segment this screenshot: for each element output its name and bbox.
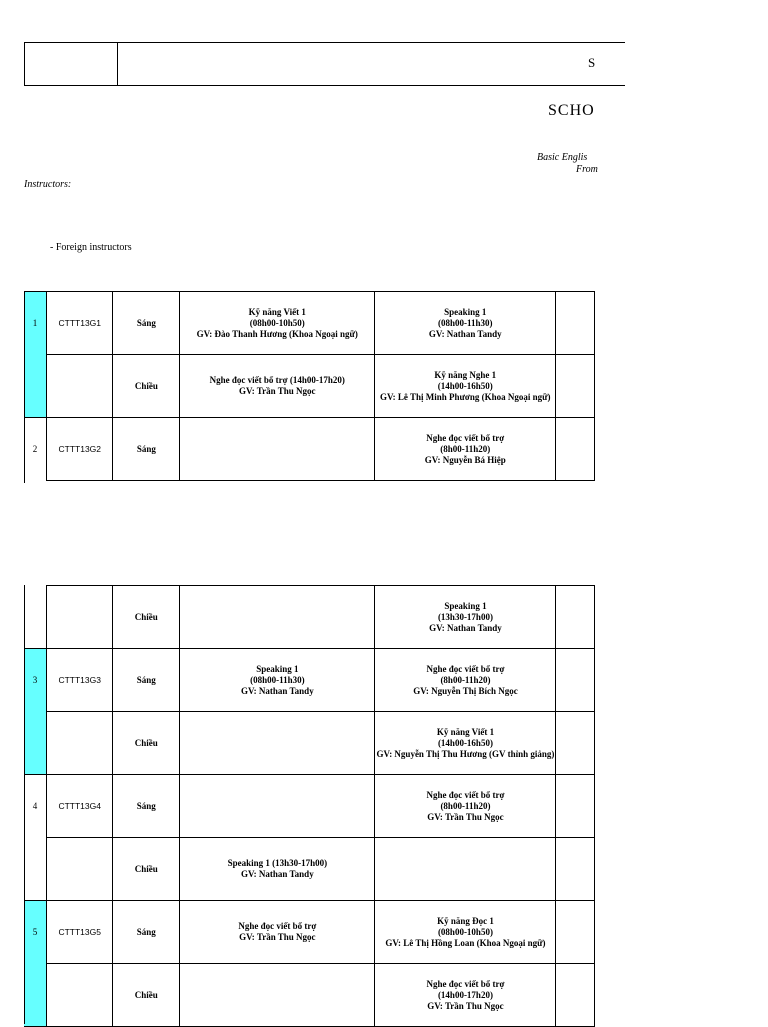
schedule-cell — [375, 649, 556, 712]
table-row — [24, 418, 595, 481]
school-title: SCHO — [548, 102, 595, 119]
row-number — [24, 838, 47, 901]
schedule-cell — [180, 418, 375, 481]
cell-line: (8h00-11h20) — [440, 674, 491, 685]
schedule-cell — [556, 292, 595, 355]
row-number: 5 — [24, 901, 47, 964]
row-number — [24, 712, 47, 775]
class-code — [47, 712, 113, 775]
table-row — [24, 292, 595, 355]
cell-line: (14h00-17h20) — [437, 989, 493, 1000]
session-label: Chiều — [113, 964, 180, 1027]
schedule-cell — [180, 838, 375, 901]
cell-line: Kỹ năng Viết 1 — [248, 306, 306, 317]
row-number — [24, 586, 47, 649]
header-box — [24, 42, 625, 86]
schedule-cell — [180, 901, 375, 964]
schedule-cell — [180, 712, 375, 775]
cell-line: (08h00-11h30) — [437, 317, 493, 328]
schedule-cell — [375, 775, 556, 838]
session-label: Chiều — [113, 586, 180, 649]
cell-line: Speaking 1 — [256, 663, 299, 674]
cell-line: (14h00-16h50) — [437, 737, 493, 748]
class-code: CTTT13G1 — [47, 292, 113, 355]
cell-line: GV: Nguyễn Bá Hiệp — [424, 454, 506, 465]
table-left-border — [24, 291, 25, 483]
session-label: Sáng — [113, 292, 180, 355]
schedule-cell — [556, 355, 595, 418]
cell-line: GV: Lê Thị Minh Phương (Khoa Ngoại ngữ) — [379, 391, 551, 402]
cell-line: Kỹ năng Viết 1 — [436, 726, 495, 737]
cell-line: GV: Trần Thu Ngọc — [239, 386, 316, 396]
schedule-cell — [180, 649, 375, 712]
class-code: CTTT13G2 — [47, 418, 113, 481]
schedule-cell — [556, 901, 595, 964]
table-left-border — [24, 585, 25, 1024]
instructors-label: Instructors: — [24, 179, 72, 190]
cell-line: (13h30-17h00) — [437, 611, 493, 622]
cell-line: GV: Nathan Tandy — [240, 685, 314, 696]
row-number: 3 — [24, 649, 47, 712]
cell-line: (08h00-10h50) — [249, 317, 305, 328]
schedule-cell — [180, 355, 375, 418]
schedule-cell — [556, 964, 595, 1027]
cell-line: (8h00-11h20) — [440, 443, 491, 454]
foreign-instructors-label: - Foreign instructors — [50, 242, 132, 253]
header-title-fragment: S — [588, 55, 596, 70]
date-subtitle: From — [576, 164, 598, 175]
schedule-cell — [556, 775, 595, 838]
cell-line: Nghe đọc viết bổ trợ — [426, 432, 505, 443]
schedule-cell — [556, 649, 595, 712]
schedule-table-1 — [24, 291, 595, 481]
class-code — [47, 355, 113, 418]
cell-line: GV: Nathan Tandy — [429, 622, 502, 633]
schedule-cell — [556, 586, 595, 649]
table-row — [24, 901, 595, 964]
schedule-cell — [180, 586, 375, 649]
cell-line: GV: Nathan Tandy — [428, 328, 502, 339]
cell-line: GV: Đào Thanh Hương (Khoa Ngoại ngữ) — [196, 328, 358, 339]
table-row — [24, 712, 595, 775]
schedule-cell — [375, 586, 556, 649]
schedule-cell — [180, 775, 375, 838]
cell-line: Speaking 1 — [444, 306, 487, 317]
cell-line: (08h00-10h50) — [437, 926, 493, 937]
session-label: Chiều — [113, 355, 180, 418]
session-label: Chiều — [113, 712, 180, 775]
class-code: CTTT13G3 — [47, 649, 113, 712]
class-code — [47, 964, 113, 1027]
class-code — [47, 838, 113, 901]
cell-line: Nghe đọc viết bổ trợ — [426, 978, 505, 989]
class-code: CTTT13G5 — [47, 901, 113, 964]
table-row — [24, 775, 595, 838]
cell-line: GV: Nguyễn Thị Thu Hương (GV thỉnh giảng) — [376, 748, 555, 759]
schedule-cell — [375, 712, 556, 775]
table-row — [24, 964, 595, 1027]
cell-line: Nghe đọc viết bổ trợ — [238, 921, 317, 931]
cell-line: Nghe đọc viết bổ trợ — [426, 663, 505, 674]
row-number: 1 — [24, 292, 47, 355]
row-number — [24, 964, 47, 1027]
table-row — [24, 838, 595, 901]
cell-line: Nghe đọc viết bổ trợ — [426, 789, 505, 800]
schedule-cell — [375, 355, 556, 418]
course-subtitle: Basic Englis — [537, 152, 588, 163]
cell-line: (8h00-11h20) — [440, 800, 491, 811]
schedule-cell — [375, 964, 556, 1027]
schedule-cell — [180, 964, 375, 1027]
schedule-cell — [180, 292, 375, 355]
session-label: Sáng — [113, 649, 180, 712]
cell-line: Nghe đọc viết bổ trợ (14h00-17h20) — [209, 375, 345, 385]
schedule-cell — [556, 838, 595, 901]
schedule-cell — [556, 712, 595, 775]
session-label: Sáng — [113, 418, 180, 481]
cell-line: Speaking 1 (13h30-17h00) — [227, 858, 328, 868]
schedule-cell — [375, 901, 556, 964]
table-row — [24, 649, 595, 712]
schedule-cell — [556, 418, 595, 481]
table-row — [24, 586, 595, 649]
schedule-cell — [375, 838, 556, 901]
schedule-table-2 — [24, 585, 595, 1027]
row-number: 2 — [24, 418, 47, 481]
session-label: Sáng — [113, 775, 180, 838]
cell-line: (14h00-16h50) — [437, 380, 493, 391]
cell-line: GV: Nathan Tandy — [240, 869, 314, 879]
session-label: Sáng — [113, 901, 180, 964]
class-code: CTTT13G4 — [47, 775, 113, 838]
cell-line: (08h00-11h30) — [250, 674, 305, 685]
schedule-cell — [375, 418, 556, 481]
table-row — [24, 355, 595, 418]
cell-line: Speaking 1 — [444, 600, 487, 611]
class-code — [47, 586, 113, 649]
row-number — [24, 355, 47, 418]
cell-line: GV: Trần Thu Ngọc — [427, 1000, 504, 1011]
cell-line: GV: Trần Thu Ngọc — [427, 811, 504, 822]
cell-line: GV: Lê Thị Hồng Loan (Khoa Ngoại ngữ) — [385, 937, 546, 948]
cell-line: GV: Nguyễn Thị Bích Ngọc — [413, 685, 518, 696]
cell-line: Kỹ năng Nghe 1 — [434, 369, 497, 380]
cell-line: Kỹ năng Đọc 1 — [437, 915, 494, 926]
cell-line: GV: Trần Thu Ngọc — [239, 932, 316, 942]
session-label: Chiều — [113, 838, 180, 901]
schedule-cell — [375, 292, 556, 355]
row-number: 4 — [24, 775, 47, 838]
